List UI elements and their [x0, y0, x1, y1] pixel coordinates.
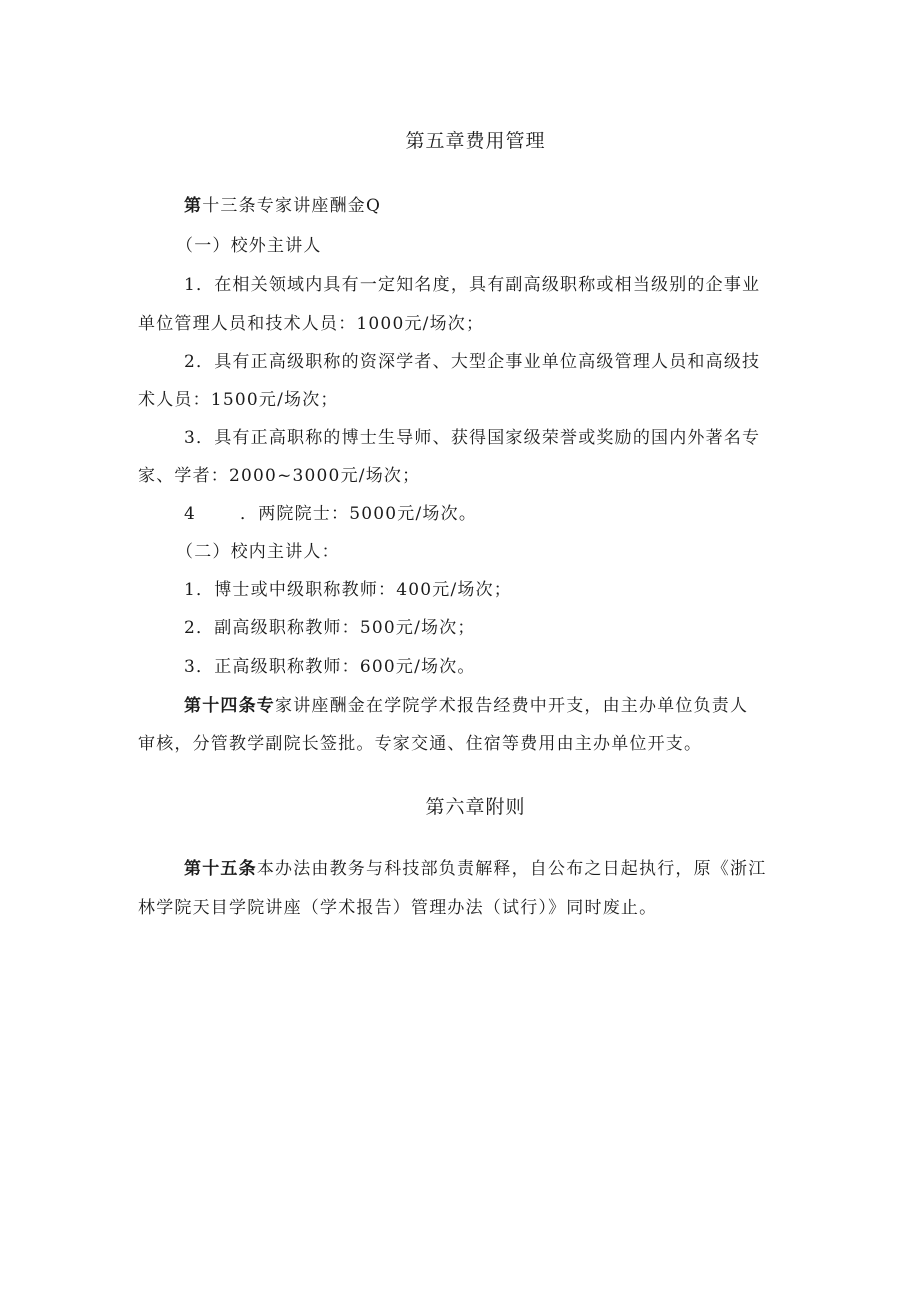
external-item-3-line-1: 3．具有正高职称的博士生导师、获得国家级荣誉或奖励的国内外著名专 [184, 428, 761, 448]
external-item-4 [184, 499, 477, 524]
internal-item-3: 3．正高级职称教师：600元/场次。 [184, 657, 476, 677]
internal-item-2: 2．副高级职称教师：500元/场次； [184, 618, 476, 638]
chapter-5-title: 第五章费用管理 [405, 130, 546, 152]
internal-speaker-heading: （二）校内主讲人： [176, 542, 340, 562]
article-14-text: 家讲座酬金在学院学术报告经费中开支，由主办单位负责人 [275, 696, 749, 716]
article-14-label: 第十四条专 [184, 696, 275, 716]
article-13 [184, 191, 381, 216]
chapter-6-title: 第六章附则 [425, 796, 526, 818]
article-15-line-2: 林学院天目学院讲座（学术报告）管理办法（试行）》同时废止。 [138, 898, 658, 918]
external-speaker-heading: （一）校外主讲人 [176, 236, 322, 256]
article-15-text: 本办法由教务与科技部负责解释，自公布之日起执行，原《浙江 [256, 859, 767, 879]
external-item-1-line-2: 单位管理人员和技术人员：1000元/场次； [138, 314, 485, 334]
article-14-line-1 [184, 691, 748, 716]
article-15-label: 第十五条 [184, 859, 257, 879]
article-13-text: 十三条专家讲座酬金Q [202, 196, 382, 216]
external-item-3-line-2: 家、学者：2000~3000元/场次； [138, 466, 421, 486]
external-item-1-line-1: 1．在相关领域内具有一定知名度，具有副高级职称或相当级别的企事业 [184, 275, 761, 295]
external-item-4-number: 4 [184, 504, 197, 524]
article-15-line-1 [184, 854, 766, 879]
article-14-line-2: 审核，分管教学副院长签批。专家交通、住宿等费用由主办单位开支。 [138, 734, 703, 754]
external-item-2-line-1: 2．具有正高级职称的资深学者、大型企事业单位高级管理人员和高级技 [184, 352, 761, 372]
internal-item-1: 1．博士或中级职称教师：400元/场次； [184, 580, 512, 600]
external-item-4-text: ．两院院士：5000元/场次。 [240, 504, 478, 524]
external-item-2-line-2: 术人员：1500元/场次； [138, 390, 339, 410]
article-13-label: 第 [184, 196, 203, 216]
